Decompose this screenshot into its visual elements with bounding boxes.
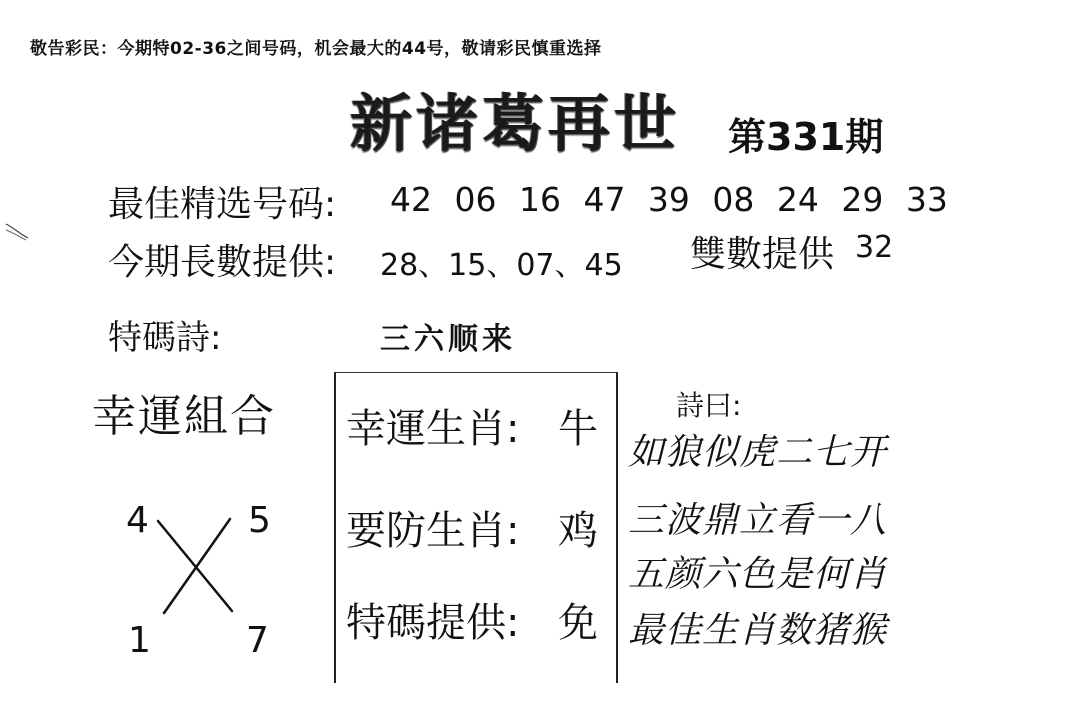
best-picks-label: 最佳精选号码: — [108, 184, 337, 225]
issue-number: 第331期 — [728, 115, 884, 159]
long-numbers-label: 今期長數提供: — [108, 242, 337, 283]
combo-number: 7 — [246, 620, 269, 661]
cross-lines — [150, 515, 240, 615]
poem-line: 如狼似虎二七开 — [628, 432, 888, 473]
special-zodiac-label: 特碼提供: — [346, 600, 520, 646]
combo-number: 5 — [248, 500, 271, 541]
lucky-combo-label: 幸運組合 — [92, 391, 276, 442]
beware-zodiac-value: 鸡 — [558, 508, 598, 554]
long-numbers-values: 28、15、07、45 — [380, 248, 623, 283]
notice-text: 敬告彩民：今期特02-36之间号码，机会最大的44号，敬请彩民慎重选择 — [30, 39, 602, 59]
poem-heading: 詩曰: — [676, 389, 742, 422]
best-picks-numbers: 42 06 16 47 39 08 24 29 33 — [390, 180, 948, 219]
double-numbers-value: 32 — [855, 230, 894, 265]
beware-zodiac-row — [346, 499, 598, 556]
poem-line: 三波鼎立看一八 — [628, 500, 888, 541]
combo-number: 1 — [128, 620, 151, 661]
double-numbers-label: 雙數提供 — [690, 234, 835, 275]
zodiac-box — [334, 372, 618, 683]
poem-line: 最佳生肖数猪猴 — [628, 610, 888, 651]
lucky-zodiac-label: 幸運生肖: — [346, 406, 520, 452]
special-poem-label: 特碼詩: — [108, 318, 222, 358]
special-zodiac-value: 免 — [558, 600, 598, 646]
poem-line: 五颜六色是何肖 — [628, 554, 888, 595]
lucky-zodiac-value: 牛 — [558, 406, 598, 452]
combo-number: 4 — [126, 500, 149, 541]
page-title: 新诸葛再世 — [350, 87, 681, 160]
beware-zodiac-label: 要防生肖: — [346, 508, 520, 554]
special-poem-text: 三六顺来 — [380, 322, 516, 357]
lucky-zodiac-row — [346, 397, 598, 454]
scan-mark-icon — [4, 220, 34, 250]
special-zodiac-row — [346, 591, 598, 648]
